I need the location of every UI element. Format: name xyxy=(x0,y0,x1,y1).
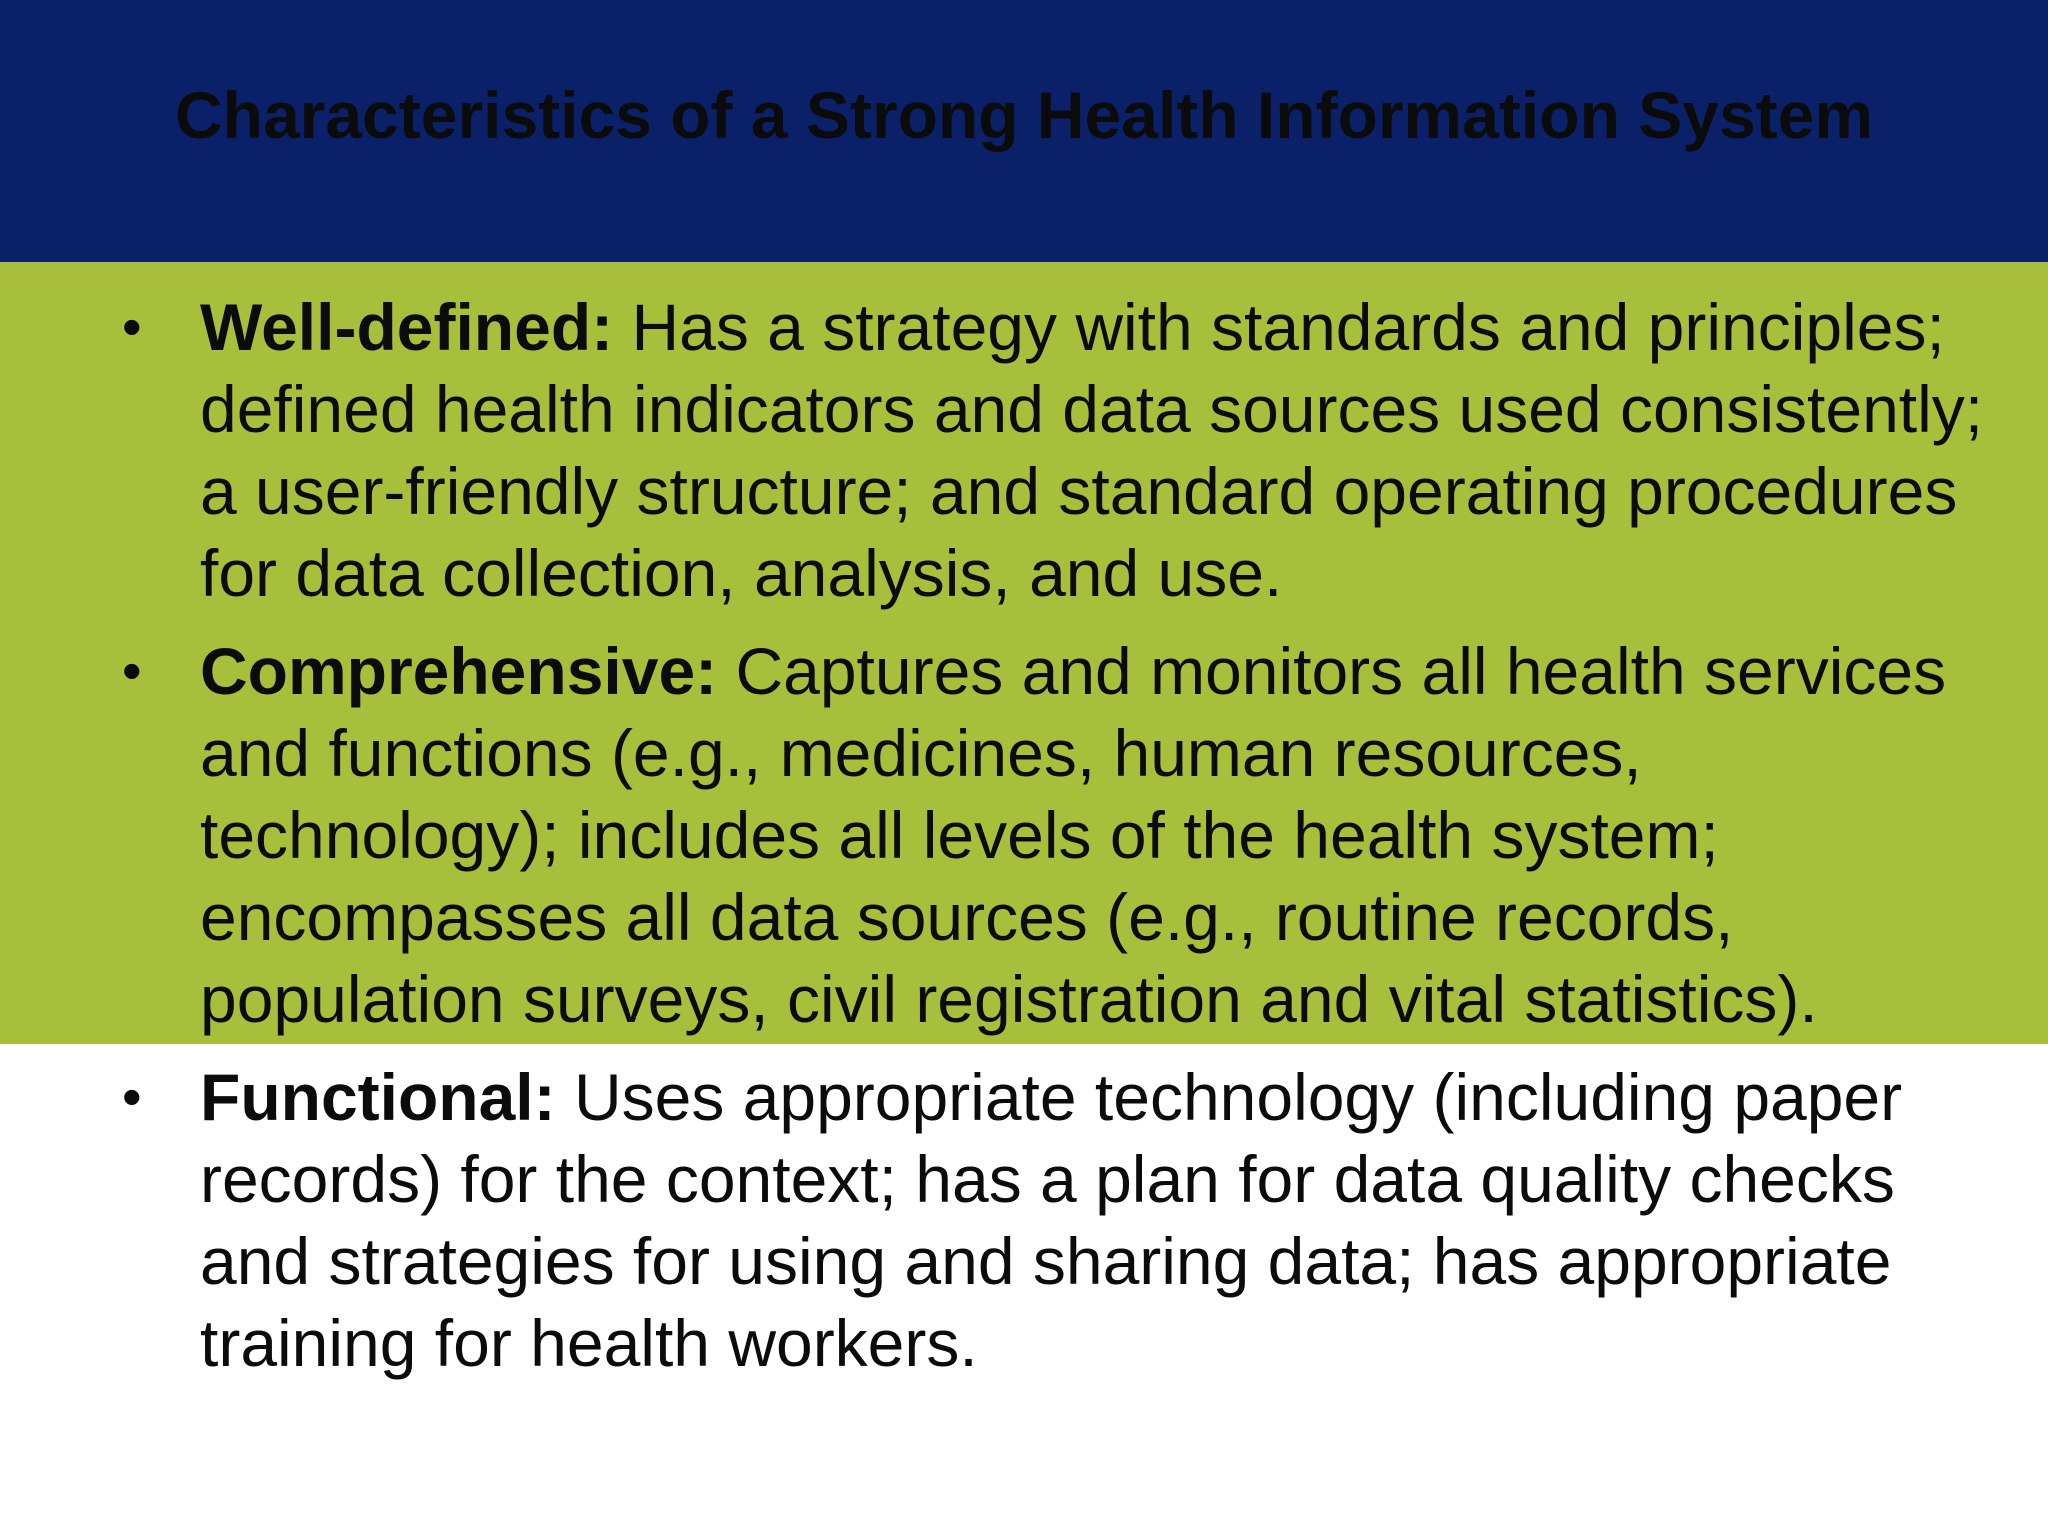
bullet-item-functional xyxy=(0,1056,2048,1384)
bullet-list xyxy=(0,286,2048,1400)
bullet-item-well-defined xyxy=(0,286,2048,614)
bullet-point-icon: • xyxy=(122,639,142,702)
bullet-point-icon: • xyxy=(122,295,142,358)
bullet-term: Comprehensive: xyxy=(200,634,718,708)
bullet-term: Well-defined: xyxy=(200,290,614,364)
bullet-term: Functional: xyxy=(200,1060,556,1134)
slide-title: Characteristics of a Strong Health Information System xyxy=(174,78,1874,152)
bullet-text: Has a strategy with standards and principles; defined health indicators and data sources used consistently; a user-friendly structure; and standard operating procedures for data collection, analysis, and use. xyxy=(200,290,1984,610)
bullet-text: Captures and monitors all health services and functions (e.g., medicines, human resources, technology); includes all levels of the health system; encompasses all data sources (e.g., routine records, population surveys, civil registration and vital statistics). xyxy=(200,634,1947,1036)
bullet-text: Uses appropriate technology (including paper records) for the context; has a plan for data quality checks and strategies for using and sharing data; has appropriate training for health workers. xyxy=(200,1060,1903,1380)
bullet-item-comprehensive xyxy=(0,630,2048,1040)
bullet-point-icon: • xyxy=(122,1065,142,1128)
